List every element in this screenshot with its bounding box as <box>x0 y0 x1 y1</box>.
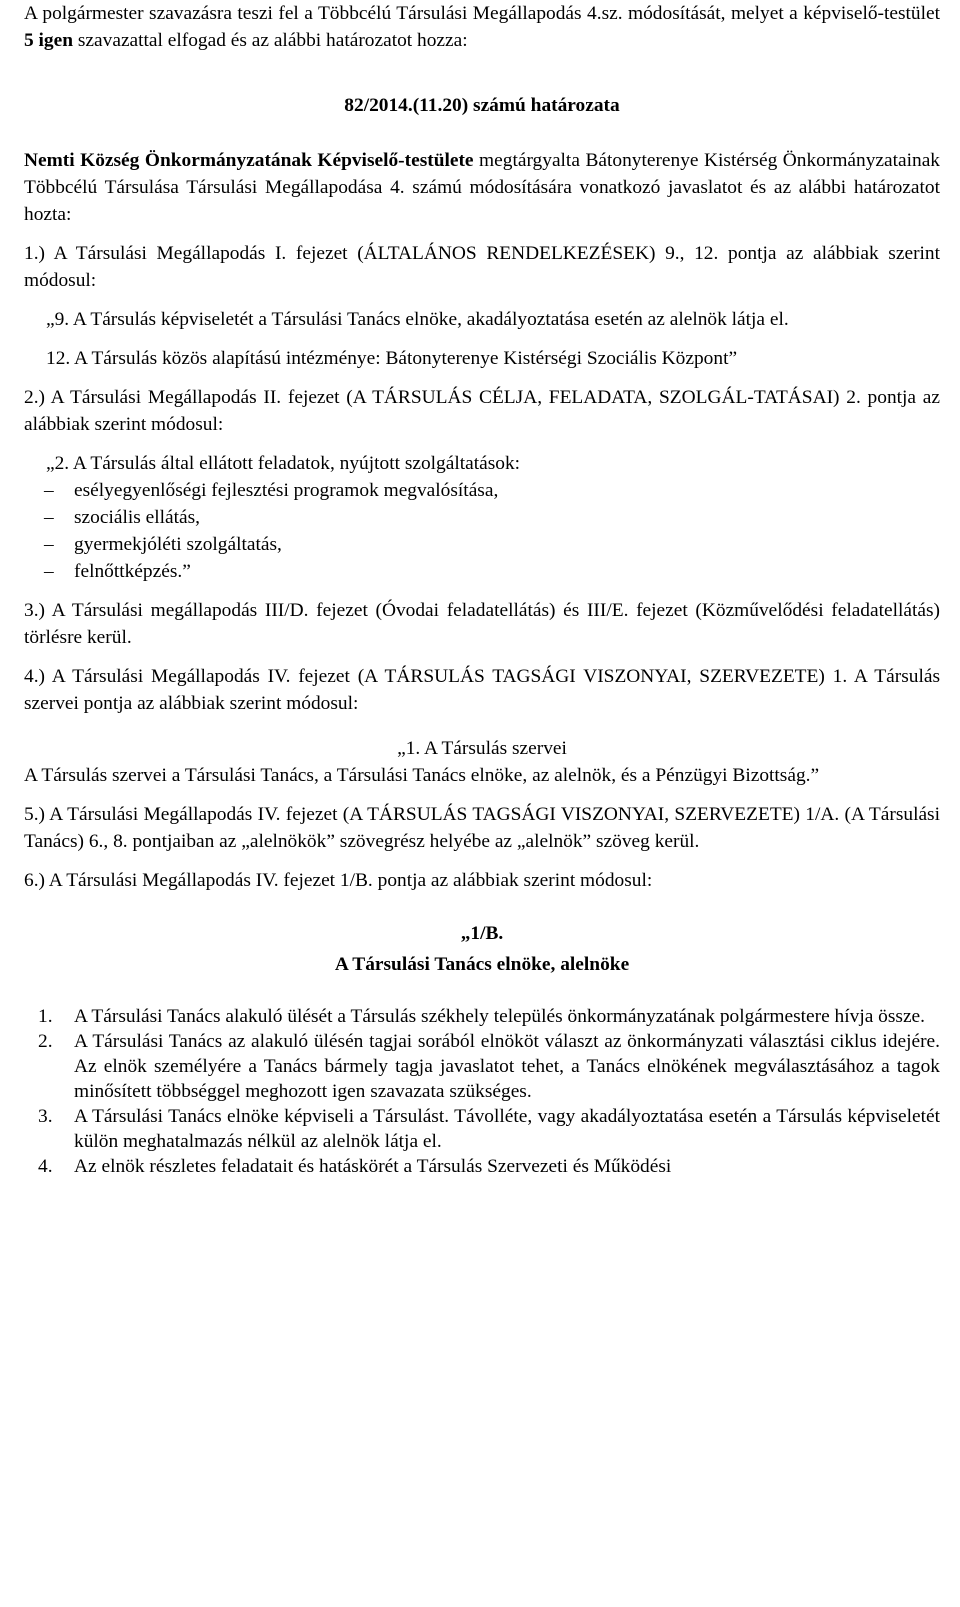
list-item <box>38 1154 940 1179</box>
list-item: – esélyegyenlőségi fejlesztési programok megvalósítása, <box>44 477 940 504</box>
list-item-number: 4. <box>38 1156 53 1177</box>
section-3-text: 3.) A Társulási megállapodás III/D. fejezet (Óvodai feladatellátás) és III/E. fejezet (Közművelődési feladatellátás) törlésre kerül. <box>24 600 940 648</box>
list-item-text: A Társulási Tanács elnöke képviseli a Társulást. Távolléte, vagy akadályoztatása esetén a Társulás képviseletét külön meghatalmazás nélkül az alelnök látja el. <box>74 1106 940 1152</box>
list-item-number: 1. <box>38 1006 53 1027</box>
list-item-number: 3. <box>38 1106 53 1127</box>
list-item: – gyermekjóléti szolgáltatás, <box>44 531 940 558</box>
resolution-body-bold: Nemti Község Önkormányzatának Képviselő-testülete <box>24 150 474 171</box>
section-6-title-number: „1/B. <box>460 923 504 944</box>
section-2-item-2: „2. A Társulás által ellátott feladatok, nyújtott szolgáltatások: <box>46 453 521 474</box>
list-item-text: A Társulási Tanács az alakuló ülésén tagjai sorából elnököt választ az önkormányzati választási ciklus idejére. Az elnök személyére a Tanács bármely tagja javaslatot tehet, a Tanács elnökének megválasztásához a tagok minősített többséggel meghozott igen szavazata szükséges. <box>74 1031 940 1102</box>
list-item <box>38 1104 940 1154</box>
list-item-number: 2. <box>38 1031 53 1052</box>
section-4-heading: 4.) A Társulási Megállapodás IV. fejezet (A TÁRSULÁS TAGSÁGI VISZONYAI, SZERVEZETE) 1. A Társulás szervei pontja az alábbiak szerint módosul: <box>24 666 940 714</box>
list-item-text: A Társulási Tanács alakuló ülését a Társulás székhely település önkormányzatának polgármestere hívja össze. <box>74 1006 926 1027</box>
list-item: – felnőttképzés.” <box>44 558 940 585</box>
section-6-numbered-list <box>38 1004 940 1179</box>
section-1-item-9: „9. A Társulás képviseletét a Társulási Tanács elnöke, akadályoztatása esetén az alelnök látja el. <box>46 309 789 330</box>
document-page <box>24 0 940 1179</box>
intro-vote-count: 5 igen <box>24 30 74 51</box>
section-2-service-list <box>44 477 940 585</box>
section-4-title: „1. A Társulás szervei <box>397 738 567 759</box>
section-6-heading: 6.) A Társulási Megállapodás IV. fejezet 1/B. pontja az alábbiak szerint módosul: <box>24 870 653 891</box>
list-item: – szociális ellátás, <box>44 504 940 531</box>
section-4-body: A Társulás szervei a Társulási Tanács, a Társulási Tanács elnöke, az alelnök, és a Pénzügyi Bizottság.” <box>24 765 820 786</box>
resolution-body <box>24 147 940 228</box>
list-item-text: Az elnök részletes feladatait és hatáskörét a Társulás Szervezeti és Működési <box>74 1156 672 1177</box>
section-1-heading: 1.) A Társulási Megállapodás I. fejezet (ÁLTALÁNOS RENDELKEZÉSEK) 9., 12. pontja az alábbiak szerint módosul: <box>24 243 940 291</box>
section-2-heading: 2.) A Társulási Megállapodás II. fejezet (A TÁRSULÁS CÉLJA, FELADATA, SZOLGÁL-TATÁSAI) 2. pontja az alábbiak szerint módosul: <box>24 387 940 435</box>
list-item <box>38 1029 940 1104</box>
resolution-number-title: 82/2014.(11.20) számú határozata <box>344 95 620 116</box>
resolution-body-rest: megtárgyalta Bátonyterenye Kistérség Önkormányzatainak Többcélú Társulása Társulási Megállapodása 4. számú módosítására vonatkozó javaslatot és az alábbi határozatot hozta: <box>24 150 940 225</box>
section-1-item-12: 12. A Társulás közös alapítású intézménye: Bátonyterenye Kistérségi Szociális Központ” <box>46 348 738 369</box>
intro-paragraph <box>24 0 940 54</box>
list-item <box>38 1004 940 1029</box>
intro-text-post: szavazattal elfogad és az alábbi határozatot hozza: <box>73 30 468 51</box>
intro-text-pre: A polgármester szavazásra teszi fel a Többcélú Társulási Megállapodás 4.sz. módosítását, melyet a képviselő-testület <box>24 3 940 24</box>
section-6-title: A Társulási Tanács elnöke, alelnöke <box>334 954 630 975</box>
section-5-text: 5.) A Társulási Megállapodás IV. fejezet (A TÁRSULÁS TAGSÁGI VISZONYAI, SZERVEZETE) 1/A. (A Társulási Tanács) 6., 8. pontjaiban az „alelnökök” szövegrész helyébe az „alelnök” szöveg kerül. <box>24 804 940 852</box>
